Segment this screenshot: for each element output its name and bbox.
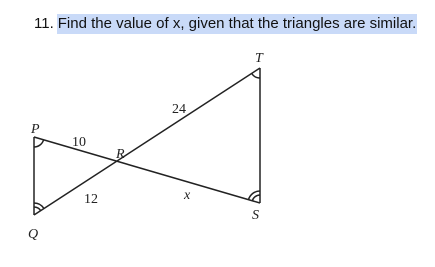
vertex-label-s: S bbox=[252, 208, 259, 223]
length-label-rs: x bbox=[184, 188, 191, 203]
vertex-label-p: P bbox=[31, 122, 40, 137]
length-label-rt: 24 bbox=[172, 102, 186, 117]
vertex-label-r: R bbox=[116, 147, 125, 162]
length-label-pr: 10 bbox=[72, 135, 86, 150]
angle-mark-s-outer bbox=[252, 195, 260, 201]
angle-mark-q-outer bbox=[34, 207, 41, 211]
vertex-label-q: Q bbox=[28, 227, 39, 242]
length-label-qr: 12 bbox=[84, 192, 98, 207]
angle-mark-p bbox=[34, 140, 44, 147]
angle-mark-t bbox=[252, 73, 260, 78]
question-text: Find the value of x, given that the triangles are similar. bbox=[57, 15, 417, 32]
vertex-label-t: T bbox=[255, 51, 263, 66]
question-number: 11. bbox=[34, 15, 54, 32]
